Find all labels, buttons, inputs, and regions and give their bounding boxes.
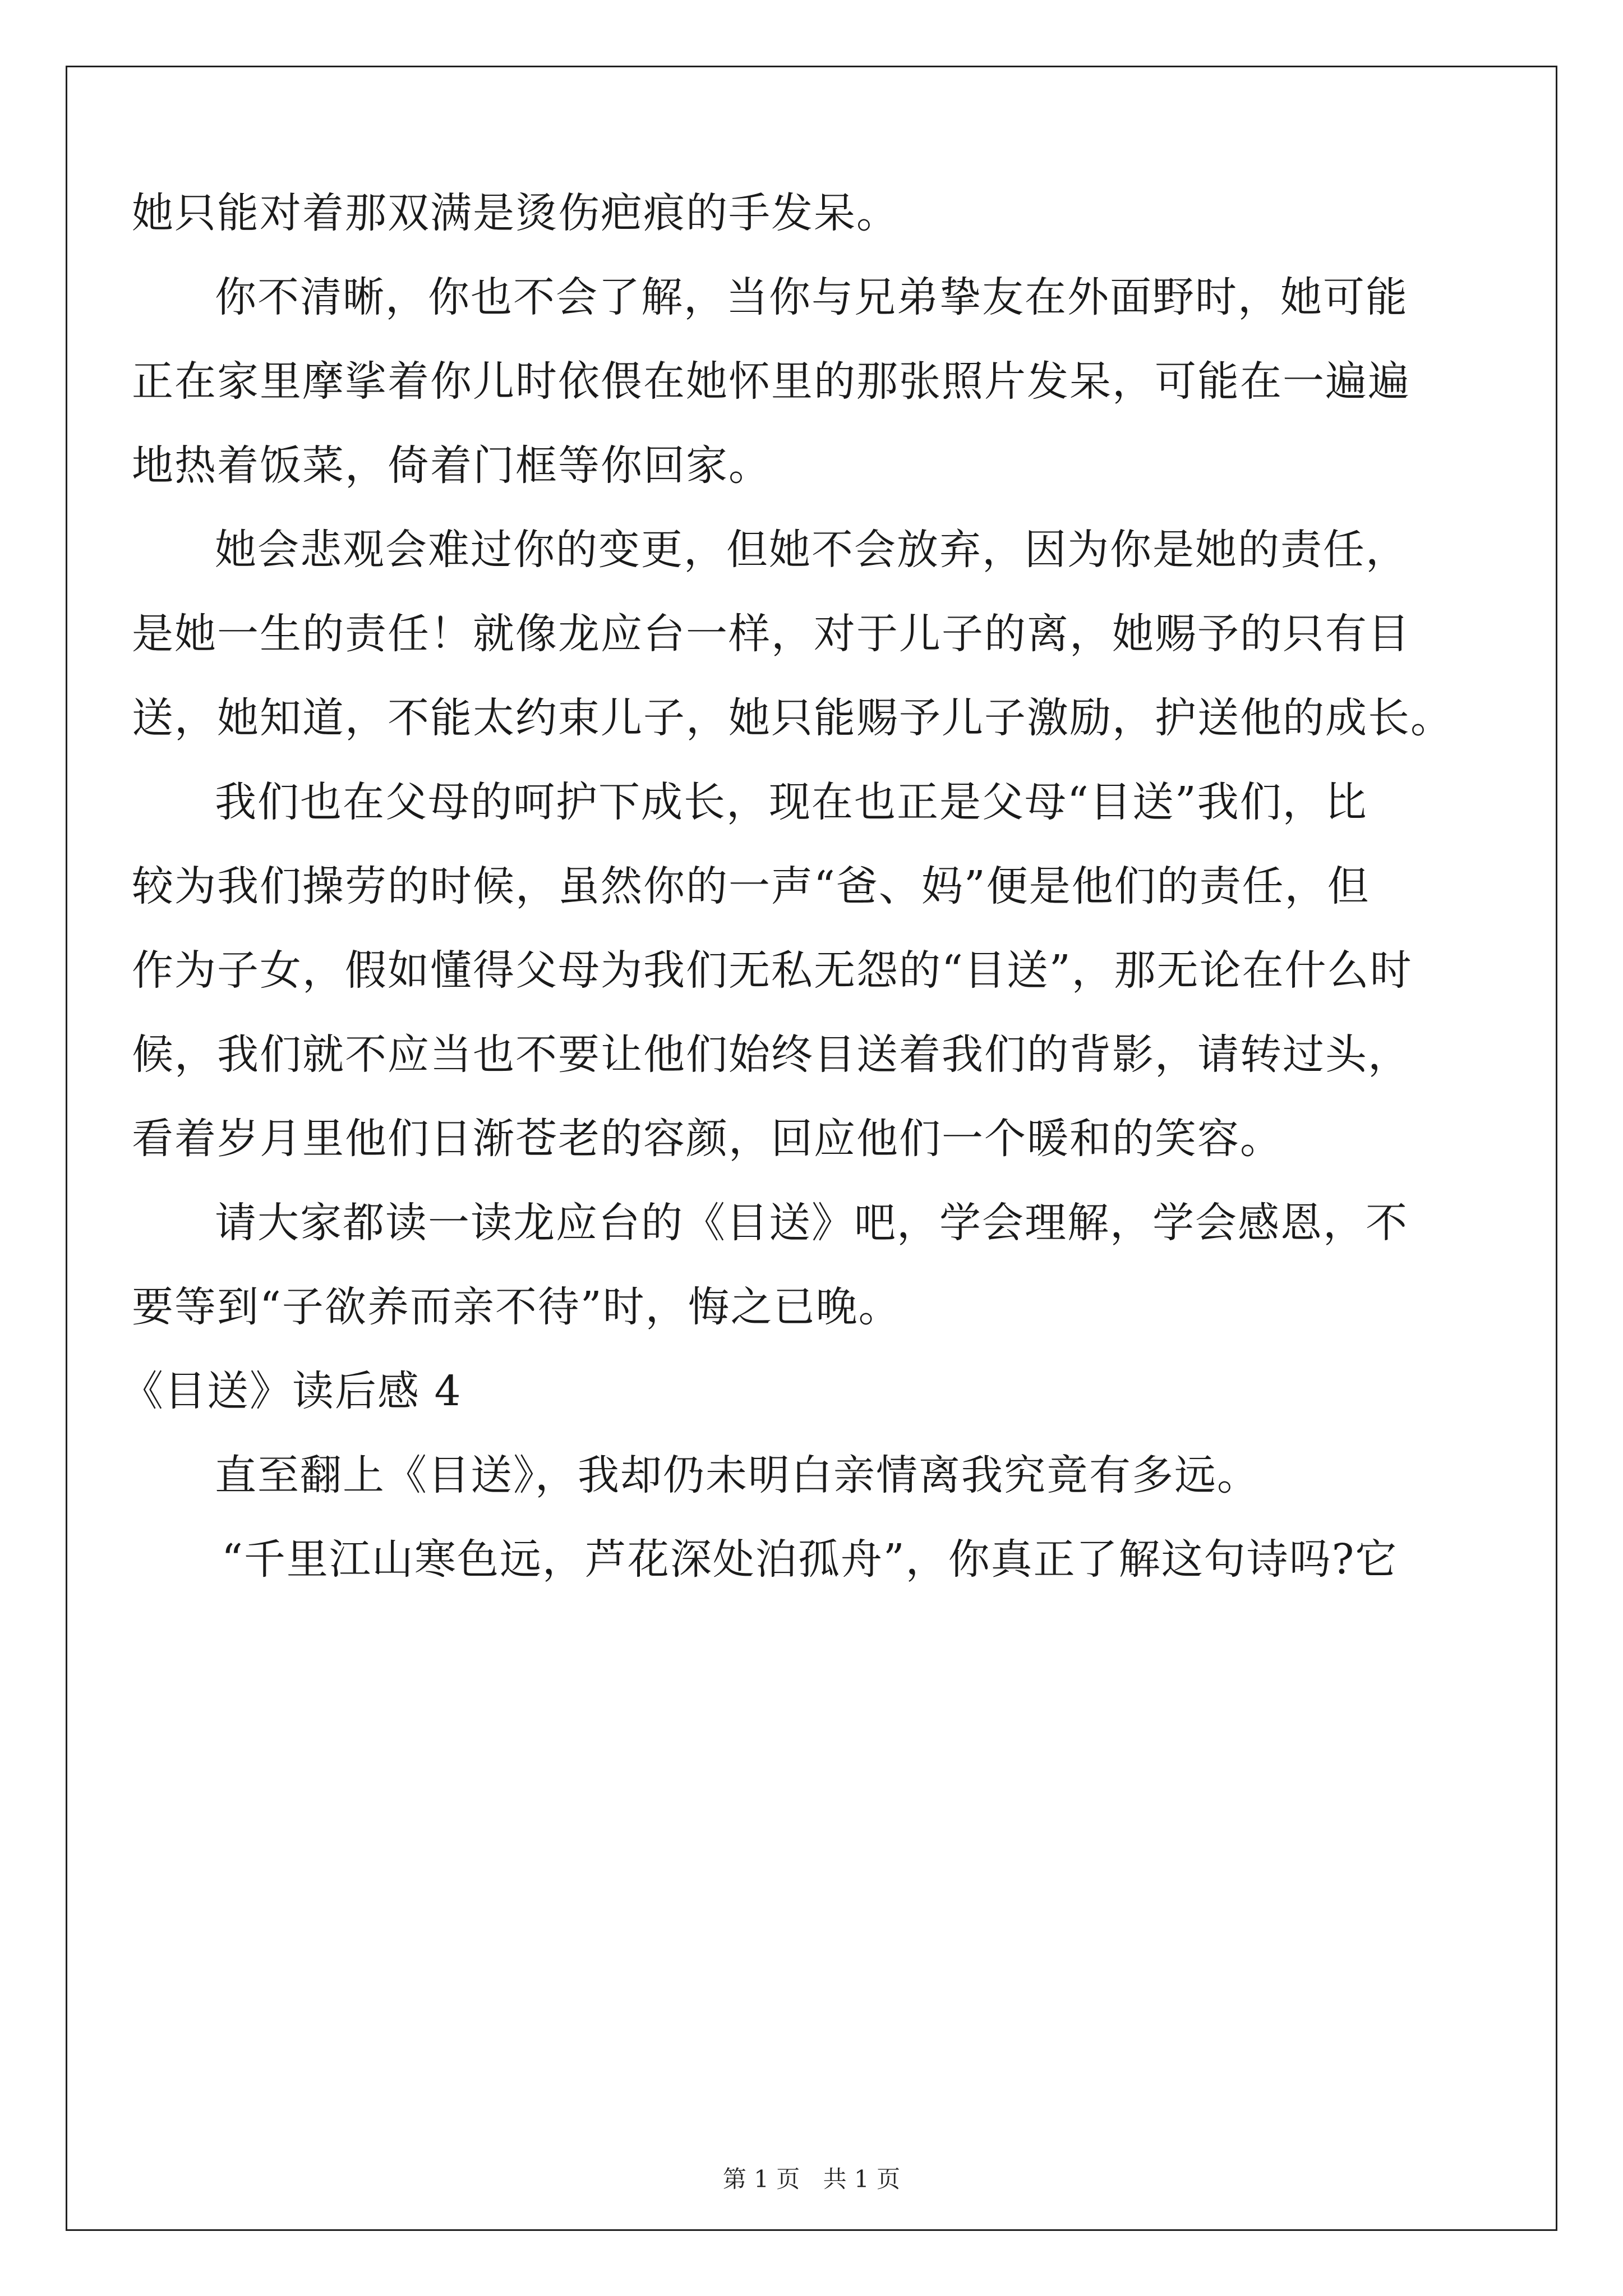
paragraph-start: 我们也在父母的呵护下成长，现在也正是父母“目送”我们，比 xyxy=(215,778,1368,826)
page-footer xyxy=(0,2162,1623,2196)
paragraph-start: 直至翻上《目送》，我却仍未明白亲情离我究竟有多远。 xyxy=(215,1451,1260,1499)
section-title: 《目送》读后感 4 xyxy=(122,1367,462,1415)
paragraph-start: 她会悲观会难过你的变更，但她不会放弃，因为你是她的责任， xyxy=(215,526,1408,574)
text-line: 候，我们就不应当也不要让他们始终目送着我们的背影，请转过头， xyxy=(132,1030,1410,1079)
text-line: 送，她知道，不能太约束儿子，她只能赐予儿子激励，护送他的成长。 xyxy=(132,694,1453,742)
text-line: 较为我们操劳的时候，虽然你的一声“爸、妈”便是他们的责任，但 xyxy=(132,862,1370,910)
text-line: 是她一生的责任！就像龙应台一样，对于儿子的离，她赐予的只有目 xyxy=(132,610,1410,658)
text-line: 地热着饭菜，倚着门框等你回家。 xyxy=(132,441,771,490)
paragraph-start: “千里江山寒色远，芦花深处泊孤舟”，你真正了解这句诗吗?它 xyxy=(222,1535,1398,1584)
page-number: 第 1 页 xyxy=(722,2165,800,2193)
page-total: 共 1 页 xyxy=(823,2165,901,2193)
text-line: 要等到“子欲养而亲不待”时，悔之已晚。 xyxy=(132,1283,901,1331)
text-line: 正在家里摩挲着你儿时依偎在她怀里的那张照片发呆，可能在一遍遍 xyxy=(132,357,1410,406)
paragraph-start: 请大家都读一读龙应台的《目送》吧，学会理解，学会感恩，不 xyxy=(215,1199,1408,1247)
text-line: 她只能对着那双满是烫伤疤痕的手发呆。 xyxy=(132,189,899,237)
paragraph-start: 你不清晰，你也不会了解，当你与兄弟挚友在外面野时，她可能 xyxy=(215,273,1408,321)
text-line: 作为子女，假如懂得父母为我们无私无怨的“目送”，那无论在什么时 xyxy=(132,946,1413,995)
text-line: 看着岁月里他们日渐苍老的容颜，回应他们一个暖和的笑容。 xyxy=(132,1115,1283,1163)
